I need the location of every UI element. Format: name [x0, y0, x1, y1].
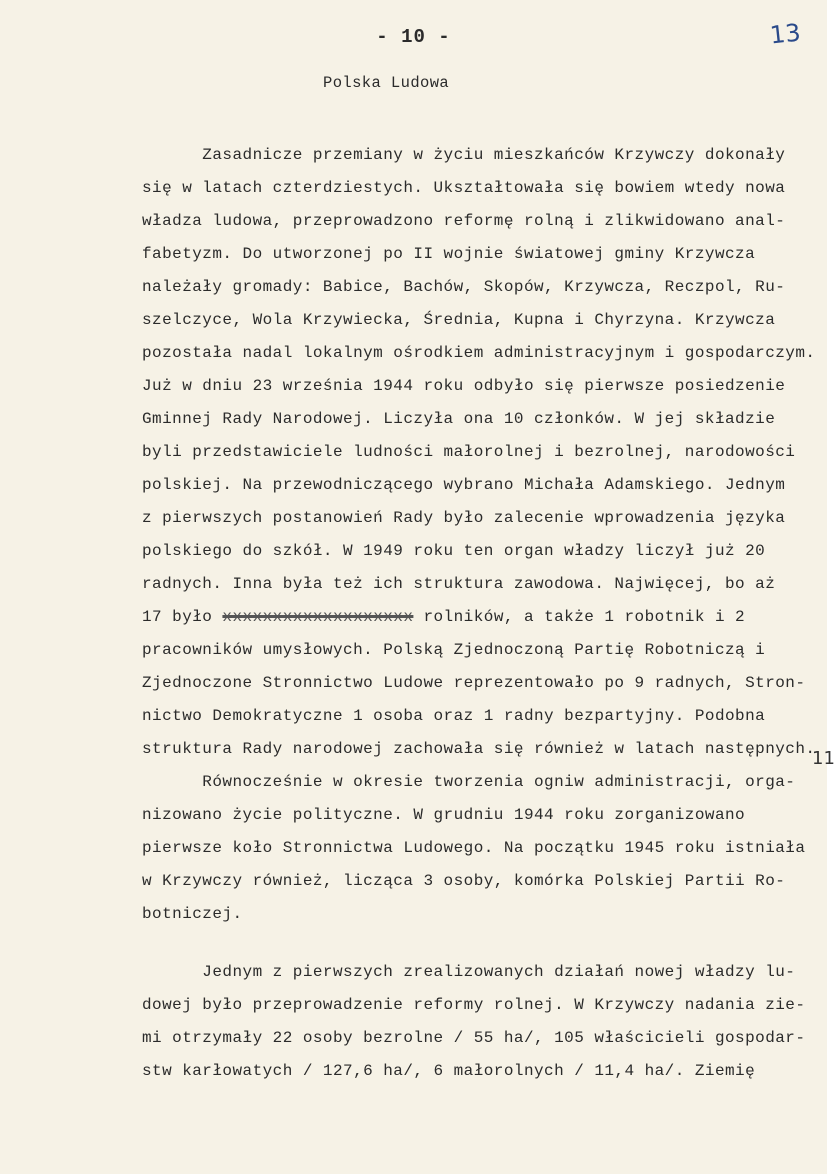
text-line: Jednym z pierwszych zrealizowanych działań nowej władzy lu-	[142, 963, 796, 981]
text-line: Już w dniu 23 września 1944 roku odbyło się pierwsze posiedzenie	[142, 377, 786, 395]
margin-mark: 11	[812, 748, 835, 769]
text-line: pierwsze koło Stronnictwa Ludowego. Na początku 1945 roku istniała	[142, 839, 806, 857]
text-line: stw karłowatych / 127,6 ha/, 6 małorolnych / 11,4 ha/. Ziemię	[142, 1062, 756, 1080]
text-line: dowej było przeprowadzenie reformy rolnej. W Krzywczy nadania zie-	[142, 996, 806, 1014]
text-line: szelczyce, Wola Krzywiecka, Średnia, Kupna i Chyrzyna. Krzywcza	[142, 311, 776, 329]
text-line: byli przedstawiciele ludności małorolnej i bezrolnej, narodowości	[142, 443, 796, 461]
text-line: pracowników umysłowych. Polską Zjednoczoną Partię Robotniczą i	[142, 641, 766, 659]
section-title: Polska Ludowa	[323, 74, 450, 92]
text-line: mi otrzymały 22 osoby bezrolne / 55 ha/, 105 właścicieli gospodar-	[142, 1029, 806, 1047]
text-line: należały gromady: Babice, Bachów, Skopów, Krzywcza, Reczpol, Ru-	[142, 278, 786, 296]
text-line: Równocześnie w okresie tworzenia ogniw administracji, orga-	[142, 773, 796, 791]
text-line: nizowano życie polityczne. W grudniu 1944 roku zorganizowano	[142, 806, 746, 824]
handwritten-page-annotation: 13	[768, 18, 802, 50]
text-line: polskiej. Na przewodniczącego wybrano Michała Adamskiego. Jednym	[142, 476, 786, 494]
text-fragment: rolników, a także 1 robotnik i 2	[413, 608, 746, 626]
text-line: w Krzywczy również, licząca 3 osoby, komórka Polskiej Partii Ro-	[142, 872, 786, 890]
struck-out-text: xxxxxxxxxxxxxxxxxxx	[222, 608, 414, 626]
page-number: - 10 -	[376, 26, 451, 48]
text-line-with-strikeout	[142, 607, 745, 627]
text-line: Zasadnicze przemiany w życiu mieszkańców Krzywczy dokonały	[142, 146, 786, 164]
text-line: Gminnej Rady Narodowej. Liczyła ona 10 członków. W jej składzie	[142, 410, 776, 428]
text-line: z pierwszych postanowień Rady było zalecenie wprowadzenia języka	[142, 509, 786, 527]
text-line: Zjednoczone Stronnictwo Ludowe reprezentowało po 9 radnych, Stron-	[142, 674, 806, 692]
text-line: pozostała nadal lokalnym ośrodkiem administracyjnym i gospodarczym.	[142, 344, 816, 362]
text-line: radnych. Inna była też ich struktura zawodowa. Najwięcej, bo aż	[142, 575, 776, 593]
text-line: polskiego do szkół. W 1949 roku ten organ władzy liczył już 20	[142, 542, 766, 560]
text-line: nictwo Demokratyczne 1 osoba oraz 1 radny bezpartyjny. Podobna	[142, 707, 766, 725]
text-fragment: 17 było	[142, 608, 223, 626]
text-line: fabetyzm. Do utworzonej po II wojnie światowej gminy Krzywcza	[142, 245, 756, 263]
text-line: władza ludowa, przeprowadzono reformę rolną i zlikwidowano anal-	[142, 212, 786, 230]
text-line: się w latach czterdziestych. Ukształtowała się bowiem wtedy nowa	[142, 179, 786, 197]
text-line: struktura Rady narodowej zachowała się również w latach następnych.	[142, 740, 816, 758]
text-line: botniczej.	[142, 905, 243, 923]
